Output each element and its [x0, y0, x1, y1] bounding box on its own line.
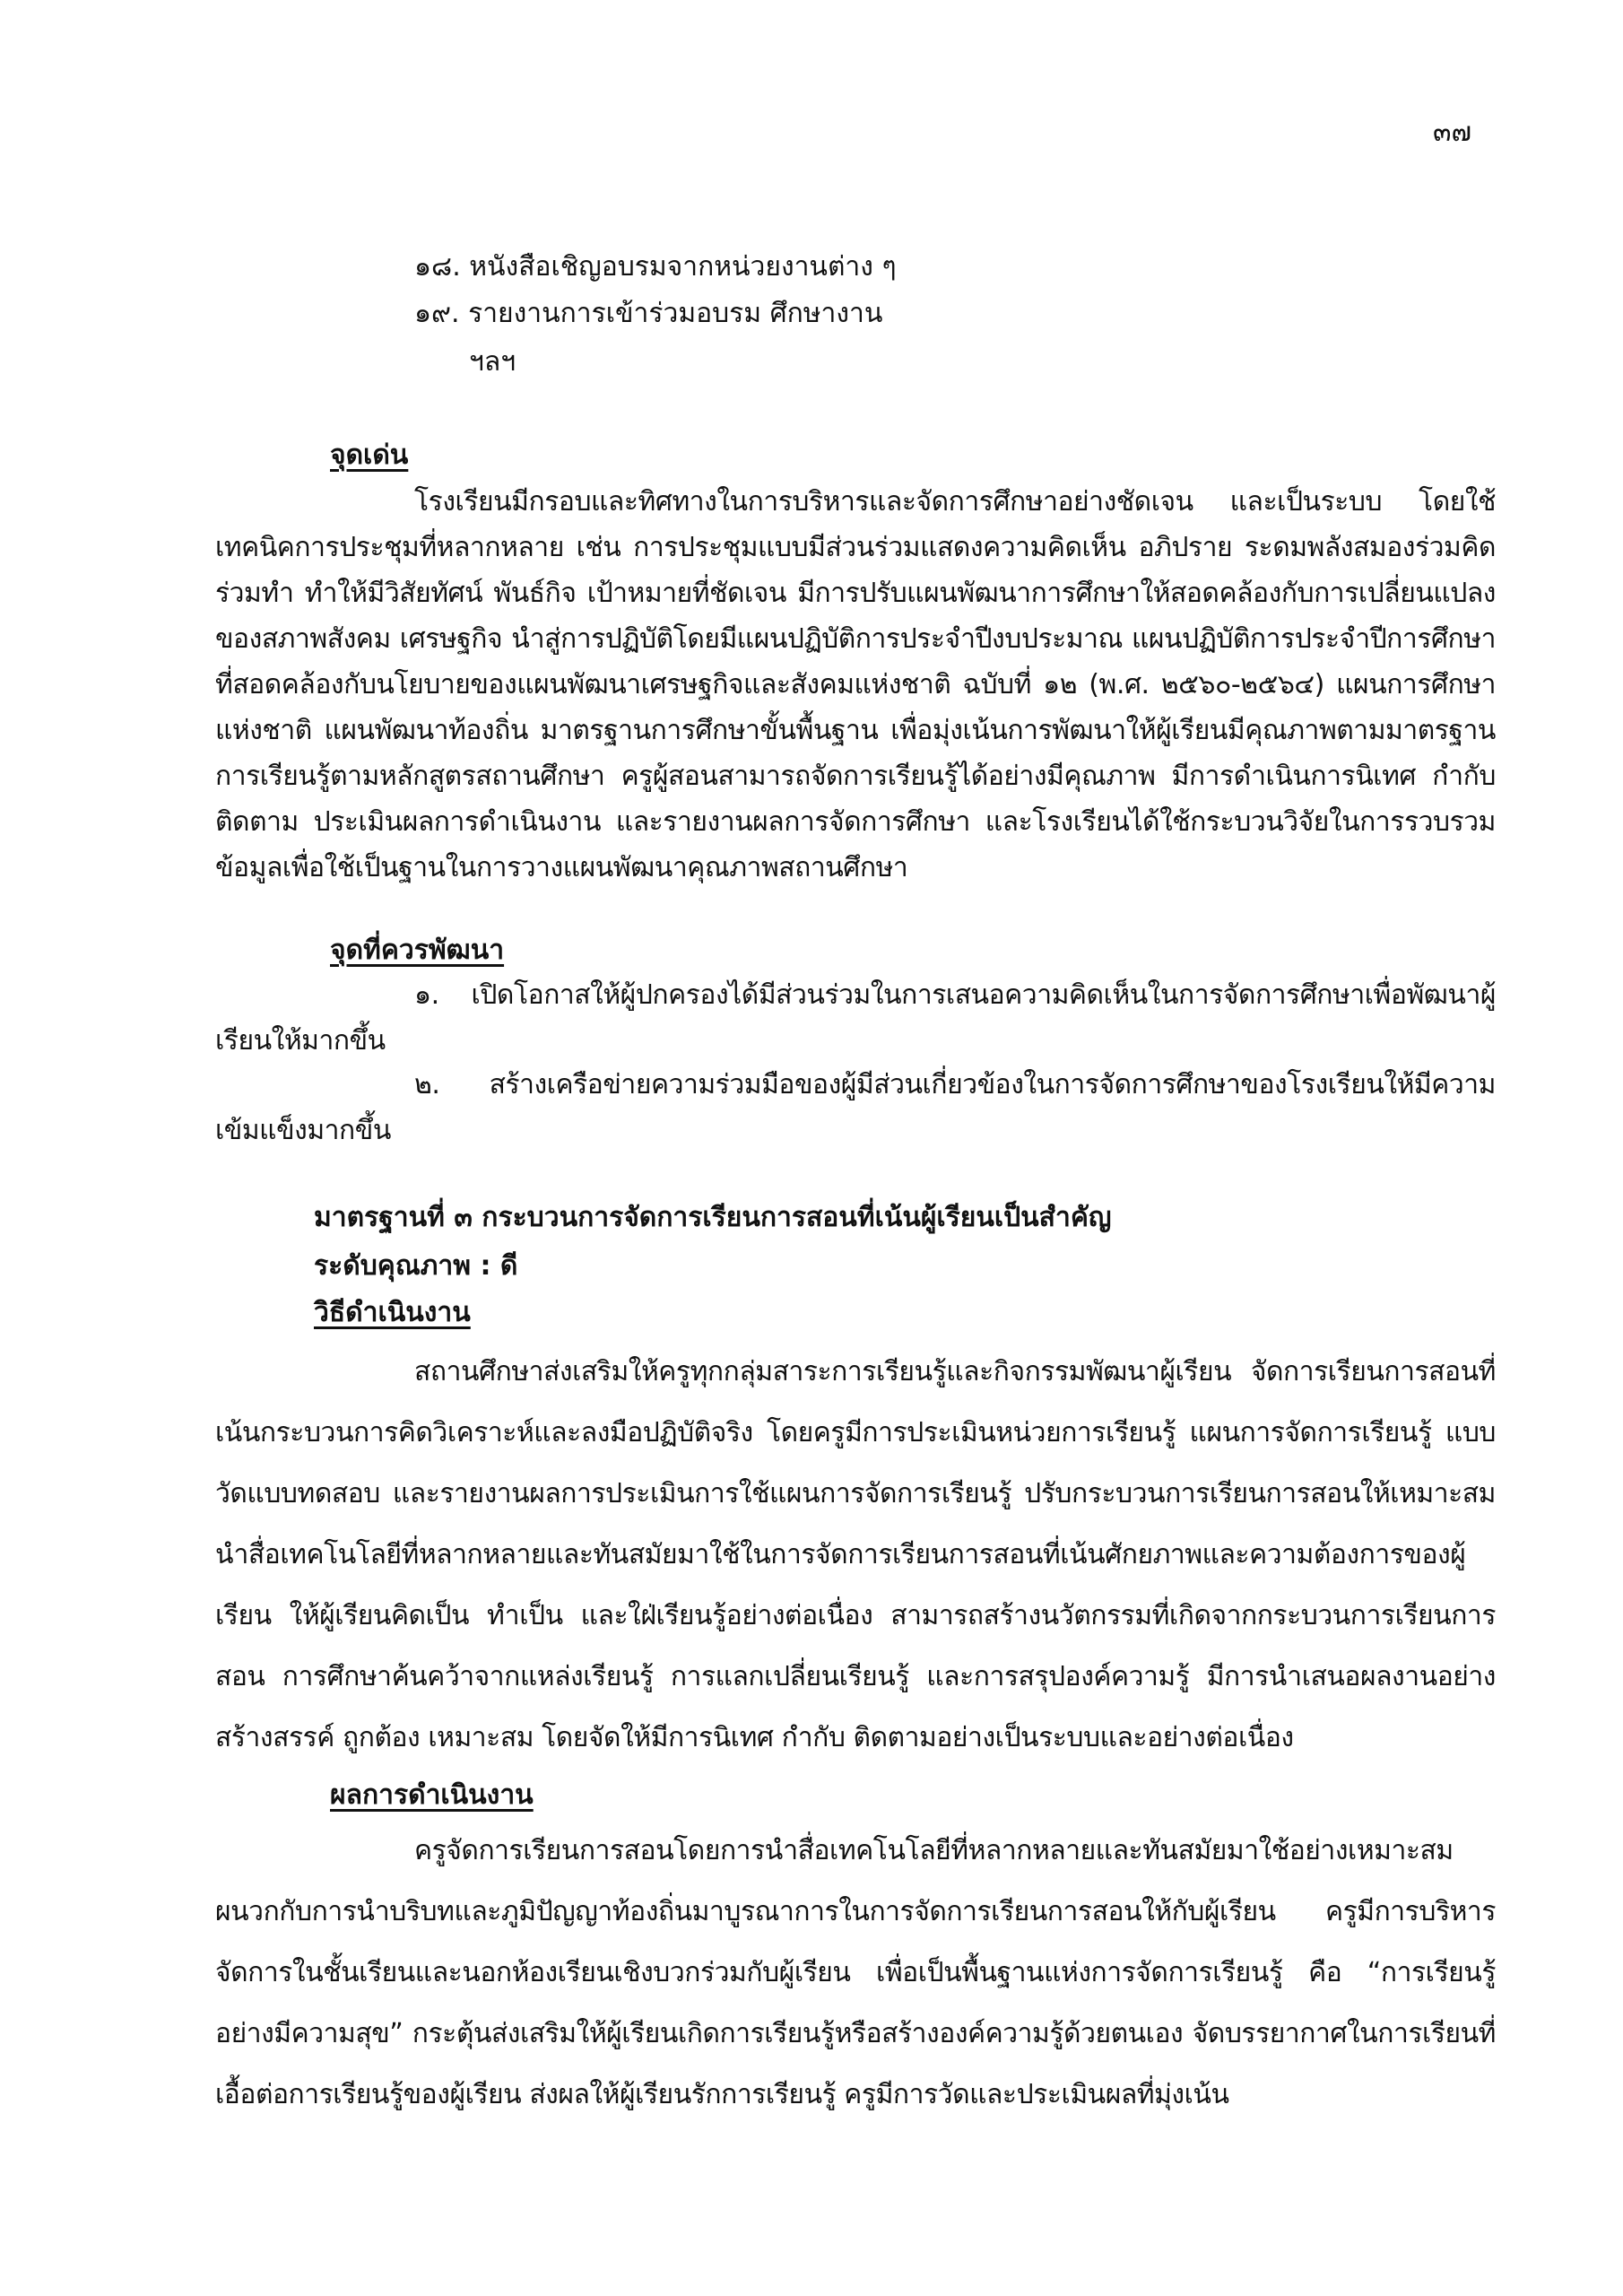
results-paragraph: ครูจัดการเรียนการสอนโดยการนำสื่อเทคโนโลยีที่หลากหลายและทันสมัยมาใช้อย่างเหมาะสม ผนวกกับการนำบริบทและภูมิปัญญาท้องถิ่นมาบูรณาการในการจัดการเรียนการสอนให้กับผู้เรียน ครูมีการบริหารจัดการในชั้นเรียนและนอกห้องเรียนเชิงบวกร่วมกับผู้เรียน เพื่อเป็นพื้นฐานแห่งการจัดการเรียนรู้ คือ “การเรียนรู้อย่างมีความสุข” กระตุ้นส่งเสริมให้ผู้เรียนเกิดการเรียนรู้หรือสร้างองค์ความรู้ด้วยตนเอง จัดบรรยากาศในการเรียนที่เอื้อต่อการเรียนรู้ของผู้เรียน ส่งผลให้ผู้เรียนรักการเรียนรู้ ครูมีการวัดและประเมินผลที่มุ่งเน้น — [215, 1835, 1496, 2110]
method-heading: วิธีดำเนินงาน — [314, 1297, 471, 1328]
list-item-18: ๑๘. หนังสือเชิญอบรมจากหน่วยงานต่าง ๆ — [414, 251, 897, 283]
to-develop-item-2: ๒. สร้างเครือข่ายความร่วมมือของผู้มีส่วนเกี่ยวข้องในการจัดการศึกษาของโรงเรียนให้มีความเข้มแข็งมากขึ้น — [215, 1069, 1496, 1146]
to-develop-heading: จุดที่ควรพัฒนา — [330, 935, 505, 966]
highlights-heading: จุดเด่น — [330, 439, 409, 471]
highlights-paragraph: โรงเรียนมีกรอบและทิศทางในการบริหารและจัดการศึกษาอย่างชัดเจน และเป็นระบบ โดยใช้เทคนิคการประชุมที่หลากหลาย เช่น การประชุมแบบมีส่วนร่วมแสดงความคิดเห็น อภิปราย ระดมพลังสมองร่วมคิด ร่วมทำ ทำให้มีวิสัยทัศน์ พันธ์กิจ เป้าหมายที่ชัดเจน มีการปรับแผนพัฒนาการศึกษาให้สอดคล้องกับการเปลี่ยนแปลงของสภาพสังคม เศรษฐกิจ นำสู่การปฏิบัติโดยมีแผนปฏิบัติการประจำปีงบประมาณ แผนปฏิบัติการประจำปีการศึกษา ที่สอดคล้องกับนโยบายของแผนพัฒนาเศรษฐกิจและสังคมแห่งชาติ ฉบับที่ ๑๒ (พ.ศ. ๒๕๖๐-๒๕๖๔) แผนการศึกษาแห่งชาติ แผนพัฒนาท้องถิ่น มาตรฐานการศึกษาขั้นพื้นฐาน เพื่อมุ่งเน้นการพัฒนาให้ผู้เรียนมีคุณภาพตามมาตรฐานการเรียนรู้ตามหลักสูตรสถานศึกษา ครูผู้สอนสามารถจัดการเรียนรู้ได้อย่างมีคุณภาพ มีการดำเนินการนิเทศ กำกับ ติดตาม ประเมินผลการดำเนินงาน และรายงานผลการจัดการศึกษา และโรงเรียนได้ใช้กระบวนวิจัยในการรวบรวมข้อมูลเพื่อใช้เป็นฐานในการวางแผนพัฒนาคุณภาพสถานศึกษา — [215, 486, 1496, 883]
results-heading: ผลการดำเนินงาน — [330, 1779, 534, 1811]
method-paragraph: สถานศึกษาส่งเสริมให้ครูทุกกลุ่มสาระการเรียนรู้และกิจกรรมพัฒนาผู้เรียน จัดการเรียนการสอนที่เน้นกระบวนการคิดวิเคราะห์และลงมือปฏิบัติจริง โดยครูมีการประเมินหน่วยการเรียนรู้ แผนการจัดการเรียนรู้ แบบวัดแบบทดสอบ และรายงานผลการประเมินการใช้แผนการจัดการเรียนรู้ ปรับกระบวนการเรียนการสอนให้เหมาะสม นำสื่อเทคโนโลยีที่หลากหลายและทันสมัยมาใช้ในการจัดการเรียนการสอนที่เน้นศักยภาพและความต้องการของผู้เรียน ให้ผู้เรียนคิดเป็น ทำเป็น และใฝ่เรียนรู้อย่างต่อเนื่อง สามารถสร้างนวัตกรรมที่เกิดจากกระบวนการเรียนการสอน การศึกษาค้นคว้าจากแหล่งเรียนรู้ การแลกเปลี่ยนเรียนรู้ และการสรุปองค์ความรู้ มีการนำเสนอผลงานอย่างสร้างสรรค์ ถูกต้อง เหมาะสม โดยจัดให้มีการนิเทศ กำกับ ติดตามอย่างเป็นระบบและอย่างต่อเนื่อง — [215, 1356, 1496, 1753]
page-number: ๓๗ — [1433, 117, 1472, 148]
standard-title: มาตรฐานที่ ๓ กระบวนการจัดการเรียนการสอนที่เน้นผู้เรียนเป็นสำคัญ — [314, 1202, 1112, 1233]
to-develop-item-1: ๑. เปิดโอกาสให้ผู้ปกครองได้มีส่วนร่วมในการเสนอความคิดเห็นในการจัดการศึกษาเพื่อพัฒนาผู้เรียนให้มากขึ้น — [215, 979, 1496, 1057]
quality-level: ระดับคุณภาพ : ดี — [314, 1250, 518, 1282]
list-etc: ฯลฯ — [469, 346, 516, 378]
list-item-19: ๑๙. รายงานการเข้าร่วมอบรม ศึกษางาน — [414, 298, 883, 329]
